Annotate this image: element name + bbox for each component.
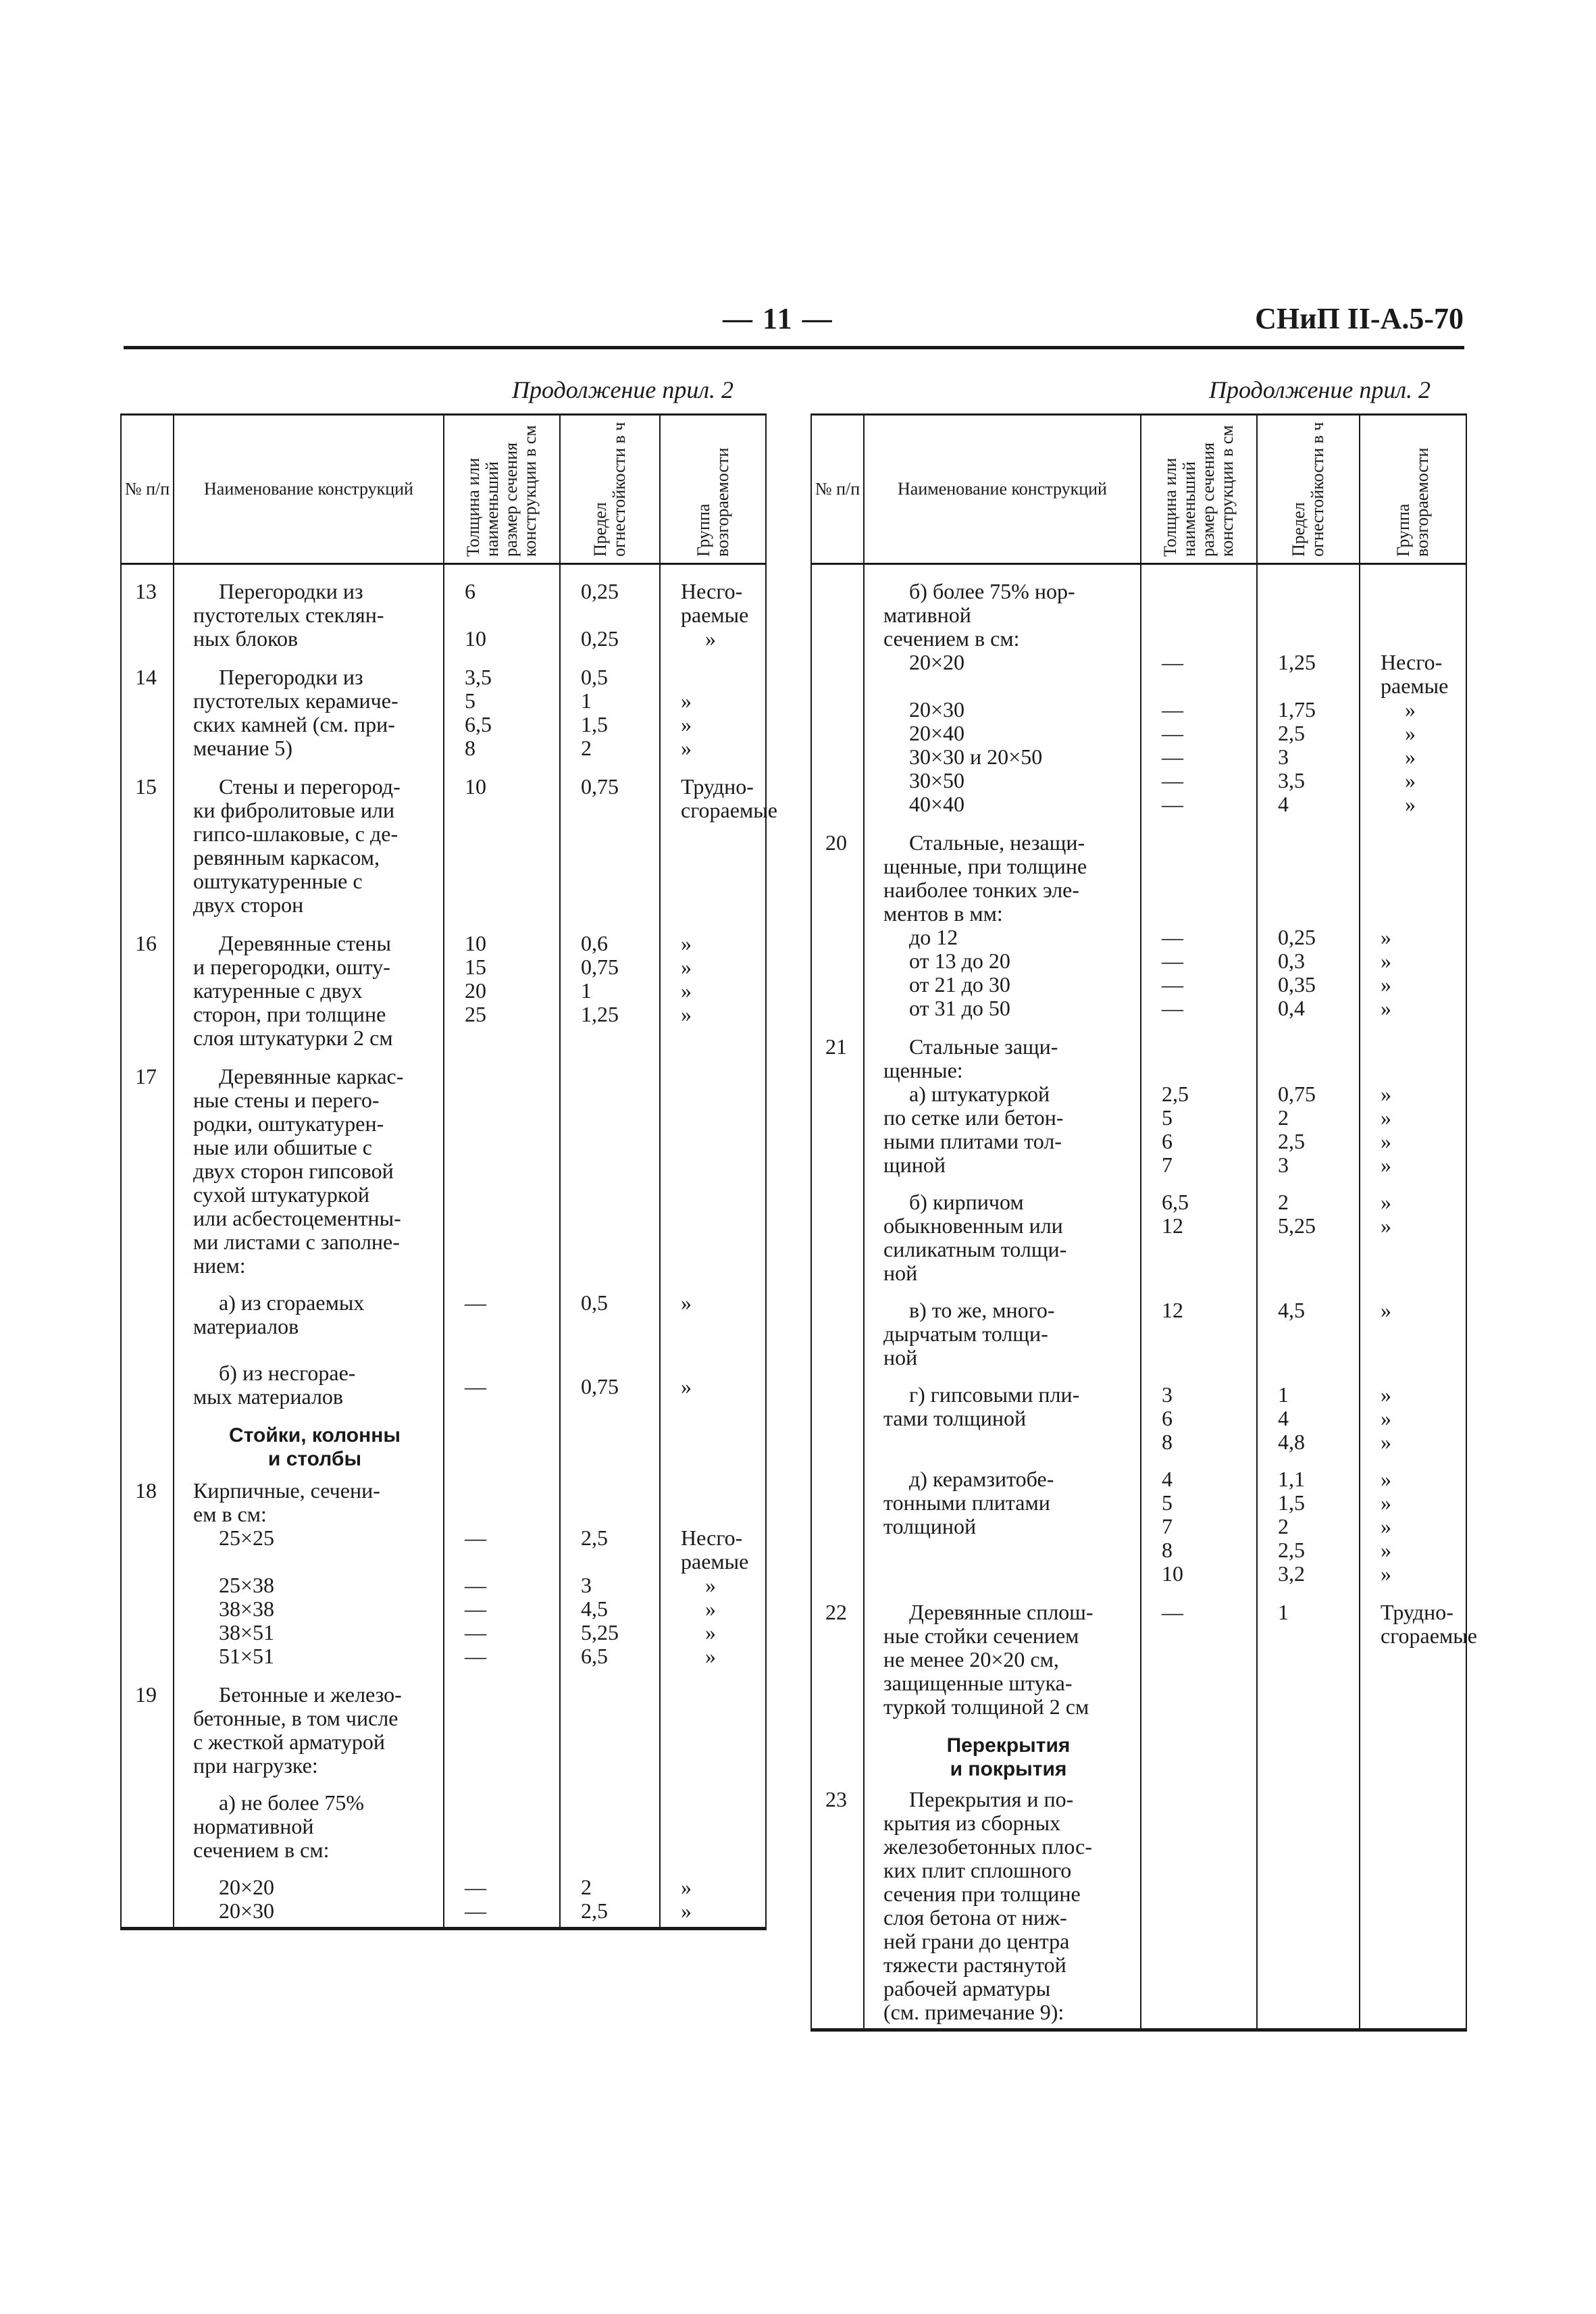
row-name: ем в см: xyxy=(193,1502,267,1526)
thickness-value: 2,5 xyxy=(1162,1082,1189,1106)
col-header-thickness: Толщина или наименьший размер сечения конструкции в см xyxy=(1141,415,1257,564)
size-label: от 21 до 30 xyxy=(909,972,1010,997)
row-name: двух сторон xyxy=(193,892,304,917)
group-value: » xyxy=(1381,1129,1391,1153)
thickness-value: 6,5 xyxy=(465,712,492,736)
col-header-name: Наименование конструкций xyxy=(864,415,1141,564)
fire-limit-value: 4 xyxy=(1278,1406,1289,1430)
size-label xyxy=(193,1550,436,1574)
row-name: бетонные, в том числе xyxy=(193,1706,398,1730)
thickness-value: 4 xyxy=(1162,1467,1173,1491)
fire-limit-value: 2,5 xyxy=(1278,1129,1305,1153)
col-header-fire-limit: Предел огнестойкости в ч xyxy=(1257,415,1360,564)
row-name: щенные: xyxy=(883,1058,963,1082)
row-name: ми листами с заполне- xyxy=(193,1230,400,1254)
fire-limit-value: 0,75 xyxy=(581,955,619,979)
fire-limit-value: 2 xyxy=(1278,1105,1289,1130)
row-name: Деревянные каркас- xyxy=(219,1064,404,1088)
group-value: » xyxy=(1381,996,1391,1020)
row-subitem: а) не более 75% xyxy=(219,1790,365,1815)
row-name: ней грани до центра xyxy=(883,1929,1070,1953)
size-label: 25×38 xyxy=(219,1573,275,1597)
thickness-value: 10 xyxy=(1162,1561,1183,1586)
row-subitem: в) то же, много- xyxy=(909,1298,1055,1322)
row-subitem: ной xyxy=(883,1261,918,1285)
size-label: 20×20 xyxy=(219,1875,275,1899)
thickness-value: — xyxy=(465,1644,486,1668)
fire-limit-value: 3 xyxy=(581,1573,592,1597)
table-row xyxy=(121,651,766,760)
row-name: пустотелых стеклян- xyxy=(193,603,384,627)
row-name: Перекрытия и по- xyxy=(909,1787,1074,1811)
group-value: » xyxy=(681,712,692,736)
section-heading: Перекрытия xyxy=(946,1734,1071,1757)
thickness-value: 5 xyxy=(1162,1490,1173,1515)
group-value: раемые xyxy=(681,603,749,627)
document-code: СНиП II-А.5-70 xyxy=(1255,302,1464,335)
group-value: » xyxy=(1381,1538,1391,1562)
fire-limit-value: 1 xyxy=(581,978,592,1003)
thickness-value: 8 xyxy=(465,736,475,760)
row-name: ментов в мм: xyxy=(883,901,1003,926)
row-subitem: ной xyxy=(883,1345,918,1369)
thickness-value: 25 xyxy=(465,1002,486,1026)
row-name: Деревянные стены xyxy=(219,931,391,955)
thickness-value: 6 xyxy=(1162,1129,1173,1153)
thickness-value: — xyxy=(1162,768,1183,793)
table-row xyxy=(121,1050,766,1409)
row-name: крытия из сборных xyxy=(883,1811,1061,1835)
fire-limit-value: 0,3 xyxy=(1278,949,1305,973)
thickness-value: — xyxy=(1162,792,1183,816)
thickness-value: 10 xyxy=(465,931,486,955)
group-value: » xyxy=(705,626,716,651)
group-value: » xyxy=(705,1573,716,1597)
fire-limit-value: 0,5 xyxy=(581,665,608,689)
row-name: с жесткой арматурой xyxy=(193,1730,385,1754)
row-name: двух сторон гипсовой xyxy=(193,1159,394,1183)
row-name: катуренные с двух xyxy=(193,978,363,1003)
row-name: Стальные защи- xyxy=(909,1034,1058,1059)
thickness-value: 6 xyxy=(465,579,475,603)
table-row xyxy=(121,1471,766,1668)
size-label: 38×51 xyxy=(219,1620,275,1644)
group-value: » xyxy=(705,1596,716,1621)
group-value: » xyxy=(681,931,692,955)
group-value: » xyxy=(1381,1153,1391,1177)
thickness-value: — xyxy=(465,1374,486,1399)
fire-limit-value: 4 xyxy=(1278,792,1289,816)
row-number: 14 xyxy=(135,665,157,689)
group-value: » xyxy=(705,1644,716,1668)
size-label: 20×40 xyxy=(909,721,965,745)
size-label: 20×30 xyxy=(909,697,965,722)
fire-limit-value: 2 xyxy=(1278,1190,1289,1214)
group-value xyxy=(681,665,765,689)
fire-limit-value: 5,25 xyxy=(581,1620,619,1644)
fire-limit-value: 1,5 xyxy=(1278,1490,1305,1515)
row-number: 13 xyxy=(135,579,157,603)
row-name: сухой штукатуркой xyxy=(193,1182,369,1207)
thickness-value: 20 xyxy=(465,978,486,1003)
thickness-value: 12 xyxy=(1162,1213,1183,1238)
thickness-value xyxy=(465,1550,559,1574)
table-row xyxy=(121,1409,766,1471)
group-value: » xyxy=(681,1002,692,1026)
table-row xyxy=(811,1781,1466,2024)
row-name: сечения при толщине xyxy=(883,1882,1081,1906)
row-subitem: г) гипсовыми пли- xyxy=(909,1382,1080,1407)
row-subitem: ными плитами тол- xyxy=(883,1129,1062,1153)
group-value: раемые xyxy=(681,1549,749,1574)
row-subitem: тами толщиной xyxy=(883,1406,1027,1430)
thickness-value: 7 xyxy=(1162,1153,1173,1177)
size-label: 25×25 xyxy=(219,1526,275,1550)
group-value: » xyxy=(681,955,692,979)
thickness-value: — xyxy=(465,1290,486,1315)
thickness-value: 3,5 xyxy=(465,665,492,689)
row-name: (см. примечание 9): xyxy=(883,2000,1064,2024)
group-value: Трудно- xyxy=(681,774,754,799)
fire-limit-value: 3,2 xyxy=(1278,1561,1305,1586)
fire-limit-value: 2,5 xyxy=(1278,721,1305,745)
row-name: пустотелых керамиче- xyxy=(193,688,398,713)
col-header-name: Наименование конструкций xyxy=(174,415,444,564)
row-subitem: б) из несгорае- xyxy=(219,1361,356,1385)
row-name: нием: xyxy=(193,1253,246,1278)
fire-limit-value: 0,35 xyxy=(1278,972,1316,997)
group-value: » xyxy=(1381,1105,1391,1130)
group-value: » xyxy=(1381,1213,1391,1238)
section-heading: и столбы xyxy=(267,1448,362,1470)
row-subitem: щиной xyxy=(883,1153,946,1177)
group-value: » xyxy=(1405,721,1416,745)
row-subitem: мативной xyxy=(883,603,971,627)
thickness-value: 10 xyxy=(465,626,486,651)
thickness-value: — xyxy=(465,1875,486,1899)
group-value: » xyxy=(1381,1430,1391,1454)
group-value: » xyxy=(681,1290,692,1315)
row-name: родки, оштукатурен- xyxy=(193,1111,384,1136)
row-name: при нагрузке: xyxy=(193,1753,318,1778)
size-label: 38×38 xyxy=(219,1596,275,1621)
size-label: 51×51 xyxy=(219,1644,275,1668)
row-subitem: д) керамзитобе- xyxy=(909,1467,1054,1491)
fire-limit-value: 2,5 xyxy=(581,1898,608,1923)
section-heading: Стойки, колонны xyxy=(229,1424,401,1447)
size-label: 20×20 xyxy=(909,650,965,674)
page-number: — 11 — xyxy=(723,302,833,335)
group-value: » xyxy=(1381,1298,1391,1322)
table-row xyxy=(811,1020,1466,1586)
size-label: 20×30 xyxy=(219,1898,275,1923)
fire-limit-value: 5,25 xyxy=(1278,1213,1316,1238)
row-name: тяжести растянутой xyxy=(883,1953,1066,1977)
row-number: 17 xyxy=(135,1064,157,1088)
fire-limit-value: 2 xyxy=(581,1875,592,1899)
fire-limit-value: 4,8 xyxy=(1278,1430,1305,1454)
thickness-value: — xyxy=(1162,745,1183,769)
table-row xyxy=(811,564,1466,817)
group-value: » xyxy=(1381,1406,1391,1430)
table-row xyxy=(121,564,766,651)
row-name: ревянным каркасом, xyxy=(193,845,380,870)
row-name: Перегородки из xyxy=(219,665,363,689)
fire-limit-value: 1 xyxy=(1278,1382,1289,1407)
group-value: » xyxy=(705,1620,716,1644)
col-header-number: № п/п xyxy=(811,415,864,564)
group-value: Несго- xyxy=(681,579,743,603)
thickness-value: — xyxy=(1162,925,1183,949)
size-label: 30×30 и 20×50 xyxy=(909,745,1043,769)
size-label: от 31 до 50 xyxy=(909,996,1010,1020)
thickness-value: — xyxy=(465,1620,486,1644)
fire-limit-value: 2,5 xyxy=(581,1526,608,1550)
size-label: от 13 до 20 xyxy=(909,949,1010,973)
thickness-value: — xyxy=(465,1596,486,1621)
table-row xyxy=(811,816,1466,1020)
row-name: Бетонные и железо- xyxy=(219,1682,402,1707)
thickness-value: — xyxy=(1162,650,1183,674)
fire-limit-value: 1,25 xyxy=(1278,650,1316,674)
fire-limit-value: 0,75 xyxy=(1278,1082,1316,1106)
row-name: и перегородки, ошту- xyxy=(193,955,390,979)
thickness-value: 10 xyxy=(465,774,486,799)
group-value: сгораемые xyxy=(681,798,777,822)
fire-limit-value: 1,25 xyxy=(581,1002,619,1026)
fire-resistance-table-right xyxy=(810,413,1477,2032)
row-name: ки фибролитовые или xyxy=(193,798,395,822)
row-name: защищенные штука- xyxy=(883,1671,1073,1695)
fire-limit-value: 1,75 xyxy=(1278,697,1316,722)
fire-limit-value xyxy=(581,603,659,627)
row-name: наиболее тонких эле- xyxy=(883,878,1080,902)
table-row xyxy=(811,1719,1466,1781)
fire-limit-value: 1 xyxy=(581,688,592,713)
row-number: 19 xyxy=(135,1682,157,1707)
row-name: рабочей арматуры xyxy=(883,1976,1051,2001)
fire-limit-value: 1,1 xyxy=(1278,1467,1305,1491)
col-header-thickness: Толщина или наименьший размер сечения конструкции в см xyxy=(444,415,560,564)
thickness-value: — xyxy=(465,1526,486,1550)
thickness-value: — xyxy=(1162,721,1183,745)
row-subitem: по сетке или бетон- xyxy=(883,1105,1064,1130)
row-number: 20 xyxy=(825,830,847,855)
thickness-value xyxy=(1162,674,1256,698)
fire-limit-value: 6,5 xyxy=(581,1644,608,1668)
col-header-number: № п/п xyxy=(121,415,174,564)
row-number: 23 xyxy=(825,1787,847,1811)
row-name: Деревянные сплош- xyxy=(909,1600,1093,1624)
group-value: » xyxy=(681,736,692,760)
size-label: 30×50 xyxy=(909,768,965,793)
row-subitem: б) кирпичом xyxy=(909,1190,1024,1214)
row-name: ные или обшитые с xyxy=(193,1135,372,1159)
thickness-value: — xyxy=(1162,972,1183,997)
row-name: Кирпичные, сечени- xyxy=(193,1478,380,1503)
fire-limit-value: 4,5 xyxy=(1278,1298,1305,1322)
thickness-value: — xyxy=(1162,949,1183,973)
fire-limit-value: 2 xyxy=(1278,1514,1289,1538)
row-name: сторон, при толщине xyxy=(193,1002,386,1026)
group-value: » xyxy=(1381,925,1391,949)
row-subitem: силикатным толщи- xyxy=(883,1237,1067,1261)
row-subitem: материалов xyxy=(193,1314,299,1338)
group-value: » xyxy=(1405,768,1416,793)
row-name: слоя бетона от ниж- xyxy=(883,1905,1067,1930)
row-name: щенные, при толщине xyxy=(883,854,1087,878)
row-name: железобетонных плос- xyxy=(883,1834,1093,1859)
fire-limit-value: 0,25 xyxy=(581,579,619,603)
row-name: гипсо-шлаковые, с де- xyxy=(193,822,398,846)
row-name: ских камней (см. при- xyxy=(193,712,395,736)
continuation-label-left: Продолжение прил. 2 xyxy=(512,376,734,403)
group-value: » xyxy=(681,978,692,1003)
fire-limit-value: 0,5 xyxy=(581,1290,608,1315)
row-number: 18 xyxy=(135,1478,157,1503)
fire-limit-value xyxy=(1278,674,1359,698)
table-row xyxy=(121,760,766,917)
row-name: не менее 20×20 см, xyxy=(883,1647,1059,1671)
group-value: » xyxy=(1381,1561,1391,1586)
row-number: 21 xyxy=(825,1034,847,1059)
thickness-value: — xyxy=(465,1898,486,1923)
fire-limit-value: 0,75 xyxy=(581,1374,619,1399)
table-row xyxy=(121,1668,766,1923)
row-subitem: б) более 75% нор- xyxy=(909,579,1075,603)
thickness-value: — xyxy=(465,1573,486,1597)
group-value: » xyxy=(681,1875,692,1899)
fire-limit-value: 4,5 xyxy=(581,1596,608,1621)
size-label xyxy=(883,674,1133,698)
row-name: туркой толщиной 2 см xyxy=(883,1694,1089,1719)
row-number: 15 xyxy=(135,774,157,799)
row-number: 22 xyxy=(825,1600,847,1624)
row-subitem: нормативной xyxy=(193,1814,314,1838)
thickness-value: — xyxy=(1162,1600,1183,1624)
group-value: » xyxy=(1381,1490,1391,1515)
fire-limit-value: 3,5 xyxy=(1278,768,1305,793)
row-subitem: сечением в см: xyxy=(193,1838,330,1862)
group-value: » xyxy=(681,1374,692,1399)
row-name: Стальные, незащи- xyxy=(909,830,1085,855)
row-name: ные стойки сечением xyxy=(883,1624,1079,1648)
row-name: слоя штукатурки 2 см xyxy=(193,1026,393,1050)
row-subitem: толщиной xyxy=(883,1514,977,1538)
thickness-value: — xyxy=(1162,996,1183,1020)
thickness-value: 12 xyxy=(1162,1298,1183,1322)
fire-limit-value: 0,75 xyxy=(581,774,619,799)
thickness-value: — xyxy=(1162,697,1183,722)
thickness-value: 7 xyxy=(1162,1514,1173,1538)
group-value: » xyxy=(1405,697,1416,722)
row-name: Стены и перегород- xyxy=(219,774,401,799)
row-name: Перегородки из xyxy=(219,579,363,603)
group-value: » xyxy=(1381,1467,1391,1491)
group-value: » xyxy=(1381,1190,1391,1214)
row-subitem: обыкновенным или xyxy=(883,1213,1063,1238)
group-value: » xyxy=(1381,1382,1391,1407)
table-row xyxy=(121,917,766,1050)
row-name: мечание 5) xyxy=(193,736,293,760)
thickness-value: 5 xyxy=(1162,1105,1173,1130)
row-name: или асбестоцементны- xyxy=(193,1206,401,1230)
group-value: » xyxy=(681,1898,692,1923)
fire-limit-value: 0,4 xyxy=(1278,996,1305,1020)
group-value: » xyxy=(1381,1082,1391,1106)
fire-limit-value: 0,25 xyxy=(581,626,619,651)
col-header-group: Группа возгораемости xyxy=(660,415,766,564)
fire-limit-value: 0,6 xyxy=(581,931,608,955)
section-heading: и покрытия xyxy=(950,1758,1067,1780)
fire-limit-value: 1,5 xyxy=(581,712,608,736)
group-value: Трудно- xyxy=(1381,1600,1453,1624)
fire-limit-value: 3 xyxy=(1278,1153,1289,1177)
group-value: » xyxy=(1381,949,1391,973)
fire-limit-value xyxy=(581,1550,659,1574)
row-subitem: сечением в см: xyxy=(883,626,1020,651)
fire-limit-value: 2 xyxy=(581,736,592,760)
group-value: Несго- xyxy=(1381,650,1443,674)
group-value: » xyxy=(1405,745,1416,769)
group-value: » xyxy=(1381,1514,1391,1538)
fire-resistance-table-left xyxy=(120,413,777,1930)
fire-limit-value: 2,5 xyxy=(1278,1538,1305,1562)
row-subitem: тонными плитами xyxy=(883,1490,1050,1515)
row-number: 16 xyxy=(135,931,157,955)
group-value: » xyxy=(681,688,692,713)
fire-limit-value: 0,25 xyxy=(1278,925,1316,949)
thickness-value: 6 xyxy=(1162,1406,1173,1430)
thickness-value: 3 xyxy=(1162,1382,1173,1407)
row-name: ких плит сплошного xyxy=(883,1858,1072,1882)
col-header-fire-limit: Предел огнестойкости в ч xyxy=(560,415,660,564)
row-name: ных блоков xyxy=(193,626,299,651)
continuation-label-right: Продолжение прил. 2 xyxy=(1209,376,1431,403)
fire-limit-value: 3 xyxy=(1278,745,1289,769)
row-subitem: мых материалов xyxy=(193,1384,344,1409)
row-subitem: дырчатым толщи- xyxy=(883,1322,1048,1346)
thickness-value: 8 xyxy=(1162,1538,1173,1562)
group-value: сгораемые xyxy=(1381,1624,1477,1648)
row-subitem: а) штукатуркой xyxy=(909,1082,1050,1106)
group-value: раемые xyxy=(1381,674,1449,698)
thickness-value: 6,5 xyxy=(1162,1190,1189,1214)
thickness-value: 5 xyxy=(465,688,475,713)
size-label: до 12 xyxy=(909,925,958,949)
table-row xyxy=(811,1586,1466,1719)
size-label: 40×40 xyxy=(909,792,965,816)
row-name: оштукатуренные с xyxy=(193,869,363,893)
col-header-group: Группа возгораемости xyxy=(1360,415,1466,564)
thickness-value: 15 xyxy=(465,955,486,979)
header-rule xyxy=(124,346,1464,349)
row-name: ные стены и перего- xyxy=(193,1088,380,1112)
group-value: » xyxy=(1405,792,1416,816)
thickness-value: 8 xyxy=(1162,1430,1173,1454)
row-subitem: а) из сгораемых xyxy=(219,1290,365,1315)
group-value: Несго- xyxy=(681,1526,743,1550)
thickness-value xyxy=(465,603,559,627)
group-value: » xyxy=(1381,972,1391,997)
fire-limit-value: 1 xyxy=(1278,1600,1289,1624)
